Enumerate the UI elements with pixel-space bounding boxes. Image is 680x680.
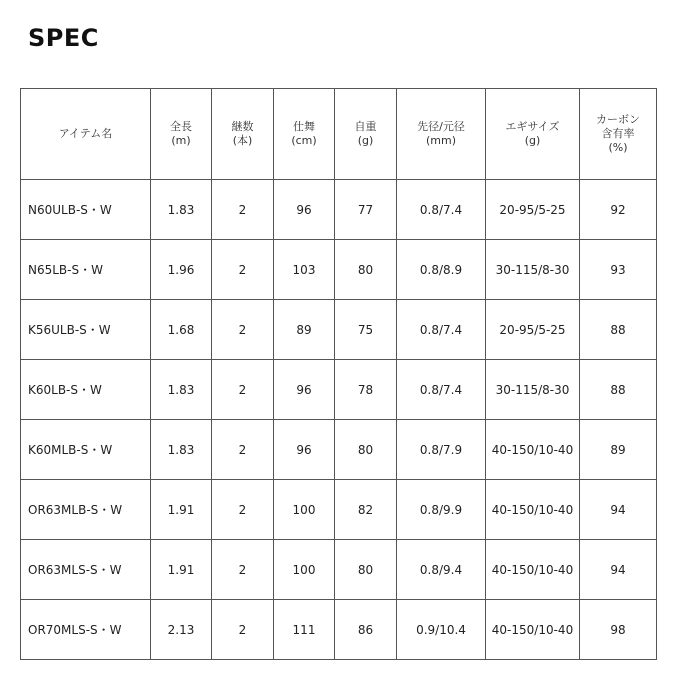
header-line: (%) [608, 141, 628, 154]
header-line: (cm) [291, 134, 317, 147]
cell-pieces: 2 [212, 300, 274, 360]
header-line: 仕舞 [293, 120, 315, 133]
header-line: 全長 [170, 120, 192, 133]
header-line: (g) [357, 134, 374, 147]
cell-item-name: K60LB-S・W [21, 360, 151, 420]
cell-pieces: 2 [212, 180, 274, 240]
cell-weight: 80 [335, 420, 397, 480]
cell-closed-length: 100 [274, 480, 335, 540]
cell-carbon-content: 94 [580, 480, 657, 540]
cell-item-name: N60ULB-S・W [21, 180, 151, 240]
cell-length: 1.83 [151, 420, 212, 480]
table-row [21, 300, 657, 360]
cell-length: 1.91 [151, 540, 212, 600]
cell-tip-butt-diameter: 0.8/7.4 [397, 180, 486, 240]
header-pieces [212, 89, 274, 180]
cell-weight: 78 [335, 360, 397, 420]
header-length [151, 89, 212, 180]
cell-tip-butt-diameter: 0.8/7.4 [397, 360, 486, 420]
cell-item-name: OR70MLS-S・W [21, 600, 151, 660]
header-closed-length [274, 89, 335, 180]
cell-weight: 77 [335, 180, 397, 240]
header-item-name [21, 89, 151, 180]
table-row [21, 540, 657, 600]
cell-item-name: OR63MLS-S・W [21, 540, 151, 600]
cell-egi-size: 40-150/10-40 [486, 540, 580, 600]
cell-carbon-content: 89 [580, 420, 657, 480]
cell-length: 1.68 [151, 300, 212, 360]
cell-closed-length: 96 [274, 420, 335, 480]
page-title: SPEC [28, 24, 99, 52]
cell-egi-size: 30-115/8-30 [486, 360, 580, 420]
cell-weight: 86 [335, 600, 397, 660]
spec-table [20, 88, 657, 660]
cell-pieces: 2 [212, 420, 274, 480]
header-line: 先径/元径 [417, 120, 465, 133]
cell-item-name: OR63MLB-S・W [21, 480, 151, 540]
cell-tip-butt-diameter: 0.8/9.9 [397, 480, 486, 540]
header-weight [335, 89, 397, 180]
cell-pieces: 2 [212, 600, 274, 660]
table-row [21, 360, 657, 420]
table-row [21, 240, 657, 300]
cell-carbon-content: 98 [580, 600, 657, 660]
table-row [21, 180, 657, 240]
header-line: (mm) [425, 134, 456, 147]
cell-egi-size: 30-115/8-30 [486, 240, 580, 300]
header-line: (m) [171, 134, 191, 147]
header-line: 含有率 [601, 127, 635, 140]
cell-egi-size: 40-150/10-40 [486, 600, 580, 660]
cell-length: 1.91 [151, 480, 212, 540]
header-line: 自重 [354, 120, 377, 133]
cell-carbon-content: 88 [580, 360, 657, 420]
cell-tip-butt-diameter: 0.8/8.9 [397, 240, 486, 300]
header-line: アイテム名 [58, 127, 113, 140]
header-line: 継数 [231, 120, 254, 133]
cell-tip-butt-diameter: 0.8/7.9 [397, 420, 486, 480]
header-line: エギサイズ [505, 120, 560, 133]
cell-item-name: K60MLB-S・W [21, 420, 151, 480]
header-row [21, 89, 657, 180]
cell-closed-length: 89 [274, 300, 335, 360]
cell-carbon-content: 93 [580, 240, 657, 300]
header-line: カーボン [596, 113, 640, 126]
cell-length: 1.83 [151, 360, 212, 420]
cell-pieces: 2 [212, 360, 274, 420]
table-row [21, 600, 657, 660]
cell-closed-length: 111 [274, 600, 335, 660]
cell-egi-size: 20-95/5-25 [486, 180, 580, 240]
cell-weight: 75 [335, 300, 397, 360]
cell-item-name: K56ULB-S・W [21, 300, 151, 360]
cell-length: 1.83 [151, 180, 212, 240]
cell-length: 2.13 [151, 600, 212, 660]
cell-pieces: 2 [212, 540, 274, 600]
cell-carbon-content: 94 [580, 540, 657, 600]
header-line: (g) [524, 134, 541, 147]
header-tip-butt-diameter [397, 89, 486, 180]
cell-length: 1.96 [151, 240, 212, 300]
table-row [21, 420, 657, 480]
cell-item-name: N65LB-S・W [21, 240, 151, 300]
cell-closed-length: 96 [274, 360, 335, 420]
header-carbon-content [580, 89, 657, 180]
cell-tip-butt-diameter: 0.8/7.4 [397, 300, 486, 360]
cell-weight: 80 [335, 540, 397, 600]
cell-tip-butt-diameter: 0.9/10.4 [397, 600, 486, 660]
header-egi-size [486, 89, 580, 180]
cell-carbon-content: 88 [580, 300, 657, 360]
table-row [21, 480, 657, 540]
cell-weight: 82 [335, 480, 397, 540]
cell-weight: 80 [335, 240, 397, 300]
cell-closed-length: 96 [274, 180, 335, 240]
cell-egi-size: 40-150/10-40 [486, 480, 580, 540]
header-line: (本) [232, 134, 253, 147]
cell-closed-length: 103 [274, 240, 335, 300]
cell-egi-size: 20-95/5-25 [486, 300, 580, 360]
cell-tip-butt-diameter: 0.8/9.4 [397, 540, 486, 600]
cell-pieces: 2 [212, 240, 274, 300]
cell-pieces: 2 [212, 480, 274, 540]
cell-closed-length: 100 [274, 540, 335, 600]
cell-egi-size: 40-150/10-40 [486, 420, 580, 480]
cell-carbon-content: 92 [580, 180, 657, 240]
